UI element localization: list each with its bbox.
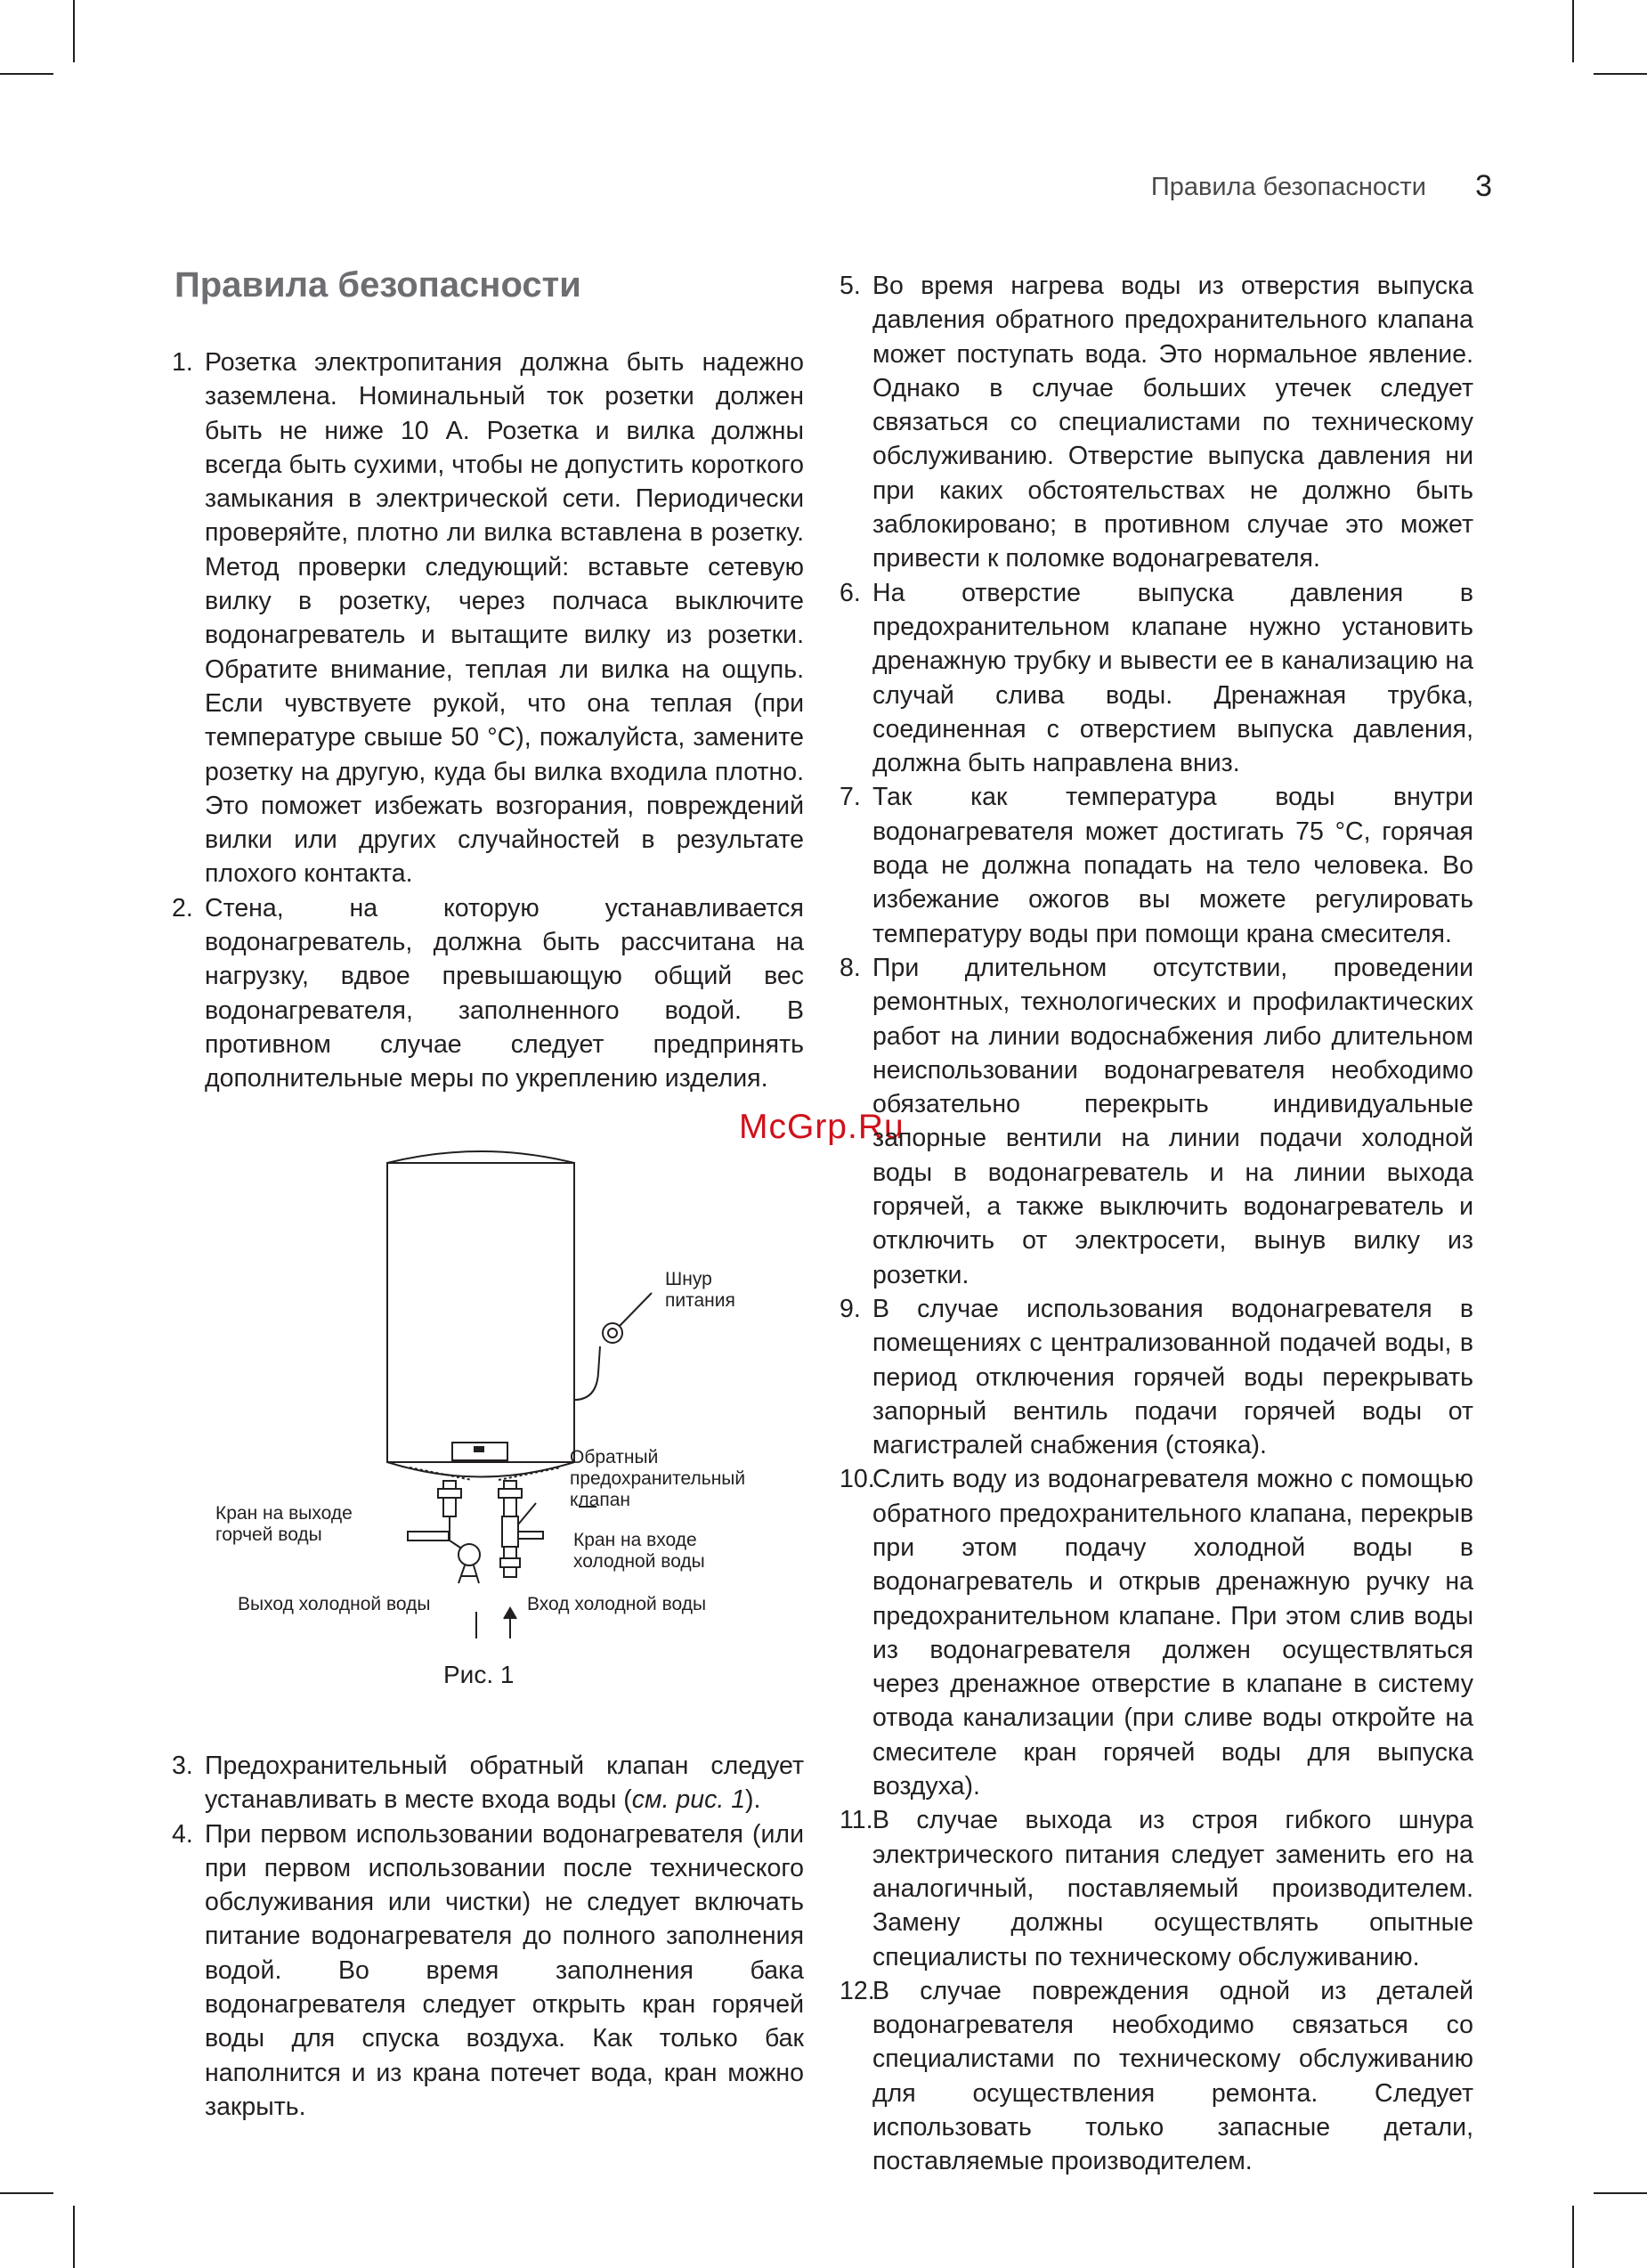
item-text: Розетка электропитания должна быть надежно заземлена. Номинальный ток розетки должен быть не ниже 10 А. Розетка и вилка должны всегда быть сухими, чтобы не допустить короткого замыкания в электрической сети. Периодически проверяйте, плотно ли вилка вставлена в розетку. Метод проверки следующий: вставьте сетевую вилку в розетку, через полчаса выключите водонагреватель и вытащите вилку из розетки. Обратите внимание, теплая ли вилка на ощупь. Если чувствуете рукой, что она теплая (при температуре свыше 50 °C), пожалуйста, замените розетку на другую, куда бы вилка входила плотно. Это поможет избежать возгорания, повреждений вилки или других случайностей в результате плохого контакта. bbox=[205, 348, 804, 889]
left-column-bottom bbox=[172, 1749, 804, 2124]
item-text-part: Предохранительный обратный клапан следует устанавливать в месте входа воды ( bbox=[205, 1752, 804, 1815]
label-line: Кран на выходе bbox=[215, 1503, 353, 1524]
item-text: При длительном отсутствии, проведении ремонтных, технологических и профилактических работ на линии водоснабжения либо длительном неиспользовании водонагревателя необходимо обязательно перекрыть индивидуальные запорные вентили на линии подачи холодной воды в водонагреватель и на линии выхода горячей, а также выключить водонагреватель и отключить от электросети, вынув вилку из розетки. bbox=[872, 953, 1473, 1289]
item-number: 3. bbox=[172, 1752, 193, 1780]
item-number: 10. bbox=[840, 1465, 875, 1494]
list-item bbox=[840, 1974, 1473, 2179]
crop-mark bbox=[1594, 2192, 1647, 2194]
item-number: 7. bbox=[840, 783, 861, 812]
list-item bbox=[840, 269, 1473, 576]
running-title: Правила безопасности bbox=[1150, 173, 1426, 201]
left-column-top bbox=[172, 345, 804, 1096]
figure-caption: Рис. 1 bbox=[443, 1661, 515, 1688]
label-line: клапан bbox=[570, 1490, 631, 1510]
item-text bbox=[205, 1749, 804, 1817]
page-number: 3 bbox=[1475, 169, 1492, 203]
item-text: Слить воду из водонагревателя можно с помощью обратного предохранительного клапана, перекрыв при этом подачу холодной воды в водонагреватель и открыв дренажную ручку на предохранительном клапане. При этом слив воды из водонагревателя должен осуществляться через дренажное отверстие в клапане в систему отвода канализации (при сливе воды откройте на смесителе кран горячей воды для выпуска воздуха). bbox=[872, 1465, 1473, 1801]
item-text: В случае использования водонагревателя в помещениях с централизованной подачей воды, в период отключения горячей воды перекрывать запорный вентиль подачи горячей воды от магистралей снабжения (стояка). bbox=[872, 1294, 1473, 1460]
crop-mark bbox=[1572, 0, 1574, 62]
item-number: 8. bbox=[840, 953, 861, 982]
item-number: 5. bbox=[840, 272, 861, 300]
item-number: 12. bbox=[840, 1976, 875, 2005]
label-cold-tap bbox=[573, 1530, 705, 1573]
label-check-valve bbox=[570, 1447, 745, 1511]
label-line: питания bbox=[665, 1290, 735, 1311]
item-text: При первом использовании водонагревателя (или при первом использовании после технического обслуживания или чистки) не следует включать питание водонагревателя до полного заполнения водой. Во время заполнения бака водонагревателя следует открыть кран горячей воды для спуска воздуха. Как только бак наполнится и из крана потечет вода, кран можно закрыть. bbox=[205, 1819, 804, 2121]
list-item bbox=[172, 345, 804, 891]
list-item bbox=[840, 780, 1473, 950]
label-line: Шнур bbox=[665, 1269, 712, 1289]
water-heater-diagram bbox=[205, 1140, 810, 1638]
item-number: 4. bbox=[172, 1819, 193, 1849]
item-number: 2. bbox=[172, 893, 193, 923]
running-head bbox=[1113, 169, 1496, 214]
list-item bbox=[172, 891, 804, 1096]
item-number: 11. bbox=[840, 1806, 873, 1835]
list-item bbox=[840, 951, 1473, 1292]
item-text: В случае повреждения одной из деталей водонагревателя необходимо связаться со специалистами по техническому обслуживанию для осуществления ремонта. Следует использовать только запасные детали, поставляемые производителем. bbox=[872, 1976, 1473, 2176]
label-cold-in: Вход холодной воды bbox=[527, 1594, 707, 1614]
figure-water-heater bbox=[205, 1140, 810, 1710]
crop-mark bbox=[0, 73, 53, 75]
label-line: Обратный bbox=[570, 1447, 659, 1467]
item-text: Стена, на которую устанавливается водонагреватель, должна быть рассчитана на нагрузку, вдвое превышающую общий вес водонагревателя, заполненного водой. В противном случае следует предпринять дополнительные меры по укреплению изделия. bbox=[205, 893, 804, 1093]
label-line: предохранительный bbox=[570, 1468, 746, 1489]
right-column bbox=[840, 269, 1473, 2179]
crop-mark bbox=[73, 2206, 75, 2268]
list-item bbox=[840, 1803, 1473, 1973]
list-item bbox=[840, 1292, 1473, 1462]
list-item bbox=[172, 1749, 804, 1817]
list-item bbox=[172, 1817, 804, 2125]
page-title: Правила безопасности bbox=[174, 265, 581, 305]
list-item bbox=[840, 1462, 1473, 1803]
item-text: Во время нагрева воды из отверстия выпуска давления обратного предохранительного клапана может поступать вода. Это нормальное явление. Однако в случае больших утечек следует связаться со специалистами по техническому обслуживанию. Отверстие выпуска давления ни при каких обстоятельствах не должно быть заблокировано; в противном случае это может привести к поломке водонагревателя. bbox=[872, 272, 1473, 573]
item-number: 6. bbox=[840, 578, 861, 607]
item-number: 9. bbox=[840, 1294, 861, 1323]
watermark: McGrp.Ru bbox=[739, 1108, 905, 1146]
crop-mark bbox=[73, 0, 75, 62]
label-line: холодной воды bbox=[573, 1551, 705, 1572]
figure-reference: см. рис. 1 bbox=[631, 1785, 746, 1815]
crop-mark bbox=[1594, 73, 1647, 75]
item-number: 1. bbox=[172, 348, 193, 377]
label-cold-out: Выход холодной воды bbox=[238, 1594, 431, 1614]
label-line: Кран на входе bbox=[573, 1530, 697, 1550]
label-power-cord bbox=[665, 1269, 735, 1312]
label-hot-tap bbox=[215, 1503, 353, 1546]
item-text-part: ). bbox=[745, 1785, 761, 1815]
item-text: Так как температура воды внутри водонагревателя может достигать 75 °C, горячая вода не должна попадать на тело человека. Во избежание ожогов вы можете регулировать температуру воды при помощи крана смесителя. bbox=[872, 783, 1473, 948]
crop-mark bbox=[0, 2192, 53, 2194]
item-text: В случае выхода из строя гибкого шнура электрического питания следует заменить его на аналогичный, поставляемый производителем. Замену должны осуществлять опытные специалисты по техническому обслуживанию. bbox=[872, 1806, 1473, 1971]
label-line: горчей воды bbox=[215, 1524, 322, 1545]
crop-mark bbox=[1572, 2206, 1574, 2268]
list-item bbox=[840, 576, 1473, 781]
item-text: На отверстие выпуска давления в предохранительном клапане нужно установить дренажную трубку и вывести ее в канализацию на случай слива воды. Дренажная трубка, соединенная с отверстием выпуска давления, должна быть направлена вниз. bbox=[872, 578, 1473, 778]
